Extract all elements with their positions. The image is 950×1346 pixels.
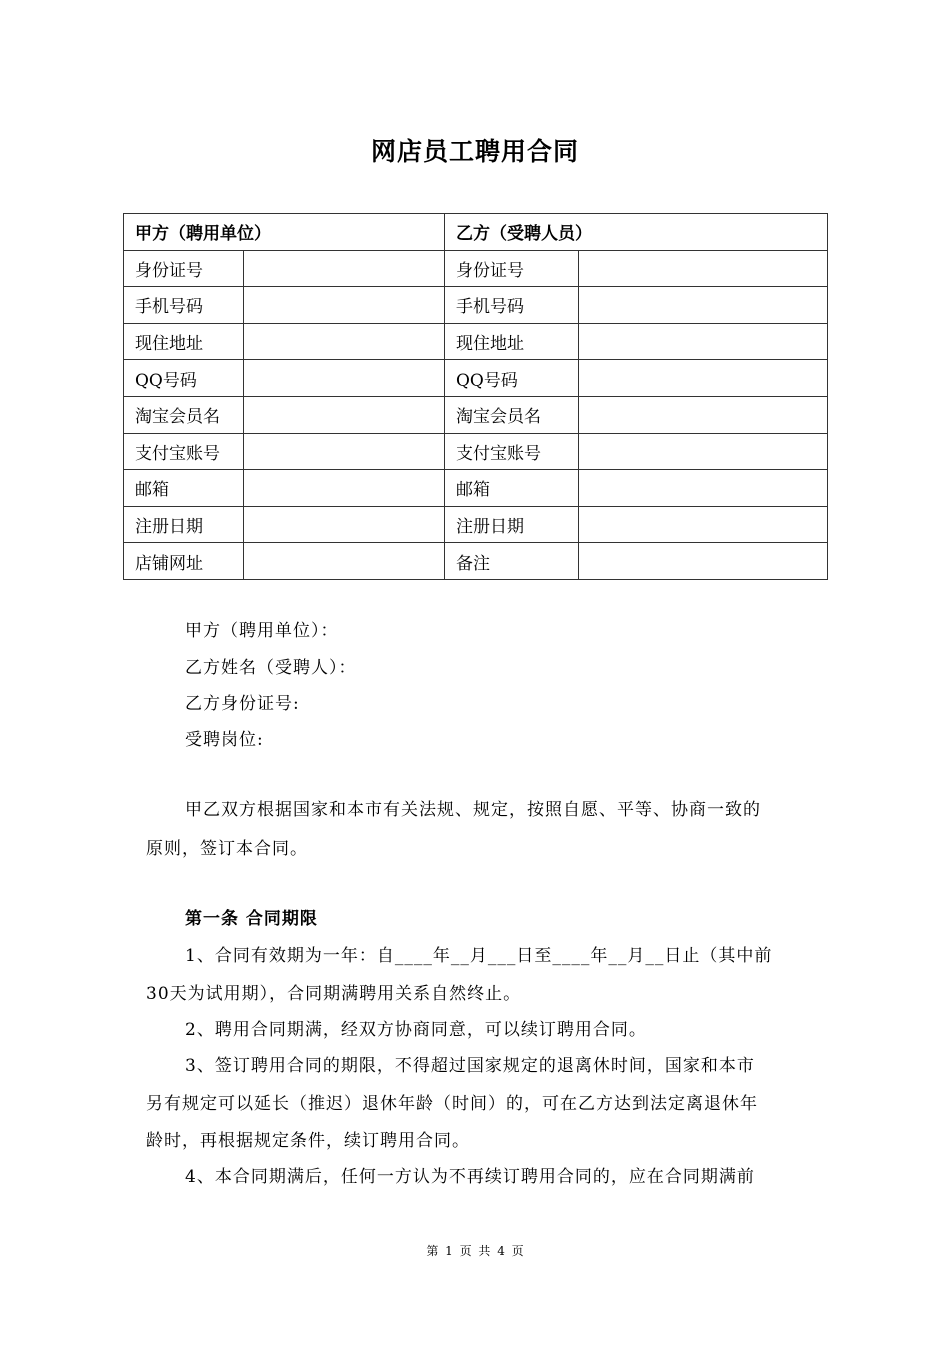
party-b-value[interactable] — [579, 287, 828, 324]
party-a-label: 身份证号 — [124, 250, 244, 287]
position-line: 受聘岗位: — [185, 730, 264, 750]
party-b-label: 备注 — [445, 543, 579, 580]
party-a-value[interactable] — [244, 396, 445, 433]
party-b-value[interactable] — [579, 506, 828, 543]
party-b-label: 现住地址 — [445, 323, 579, 360]
party-b-value[interactable] — [579, 470, 828, 507]
clause-line: 另有规定可以延长（推迟）退休年龄（时间）的，可在乙方达到法定离退休年 — [146, 1094, 758, 1114]
party-a-value[interactable] — [244, 506, 445, 543]
party-b-header: 乙方（受聘人员） — [445, 214, 828, 251]
clause-line: 1、合同有效期为一年：自____年__月___日至____年__月__日止（其中前 — [185, 946, 773, 966]
table-row — [124, 543, 828, 580]
party-a-value[interactable] — [244, 543, 445, 580]
party-a-value[interactable] — [244, 470, 445, 507]
party-b-label: 手机号码 — [445, 287, 579, 324]
party-b-value[interactable] — [579, 433, 828, 470]
party-a-value[interactable] — [244, 287, 445, 324]
clause-line: 3、签订聘用合同的期限，不得超过国家规定的退离休时间，国家和本市 — [185, 1056, 755, 1076]
party-a-value[interactable] — [244, 360, 445, 397]
party-b-label: 淘宝会员名 — [445, 396, 579, 433]
party-a-label: 现住地址 — [124, 323, 244, 360]
clause-line: 龄时，再根据规定条件，续订聘用合同。 — [146, 1131, 470, 1151]
party-b-value[interactable] — [579, 396, 828, 433]
party-b-label: 身份证号 — [445, 250, 579, 287]
party-a-label: 手机号码 — [124, 287, 244, 324]
table-row — [124, 433, 828, 470]
document-title: 网店员工聘用合同 — [370, 137, 579, 166]
table-header-row — [124, 214, 828, 251]
table-row — [124, 396, 828, 433]
table-row — [124, 287, 828, 324]
clause-line: 30天为试用期），合同期满聘用关系自然终止。 — [146, 984, 522, 1004]
preamble-line: 原则，签订本合同。 — [146, 839, 308, 859]
party-a-label: 淘宝会员名 — [124, 396, 244, 433]
table-row — [124, 323, 828, 360]
party-a-label: QQ号码 — [124, 360, 244, 397]
table-row — [124, 506, 828, 543]
party-b-label: QQ号码 — [445, 360, 579, 397]
party-b-value[interactable] — [579, 250, 828, 287]
party-a-line: 甲方（聘用单位）： — [185, 621, 339, 641]
table-row — [124, 470, 828, 507]
party-info-table — [123, 213, 828, 580]
article-heading: 第一条 合同期限 — [185, 909, 318, 929]
party-a-header: 甲方（聘用单位） — [124, 214, 445, 251]
party-a-value[interactable] — [244, 433, 445, 470]
party-b-name-line: 乙方姓名（受聘人）： — [185, 658, 357, 678]
table-row — [124, 250, 828, 287]
party-a-label: 支付宝账号 — [124, 433, 244, 470]
party-b-label: 注册日期 — [445, 506, 579, 543]
party-a-value[interactable] — [244, 323, 445, 360]
preamble-line: 甲乙双方根据国家和本市有关法规、规定，按照自愿、平等、协商一致的 — [185, 800, 761, 820]
party-b-id-line: 乙方身份证号: — [185, 694, 300, 714]
party-a-label: 注册日期 — [124, 506, 244, 543]
party-b-value[interactable] — [579, 543, 828, 580]
party-b-label: 支付宝账号 — [445, 433, 579, 470]
table-row — [124, 360, 828, 397]
party-a-label: 邮箱 — [124, 470, 244, 507]
party-b-label: 邮箱 — [445, 470, 579, 507]
party-b-value[interactable] — [579, 323, 828, 360]
party-b-value[interactable] — [579, 360, 828, 397]
clause-line: 2、聘用合同期满，经双方协商同意，可以续订聘用合同。 — [185, 1020, 647, 1040]
party-a-value[interactable] — [244, 250, 445, 287]
clause-line: 4、本合同期满后，任何一方认为不再续订聘用合同的，应在合同期满前 — [185, 1167, 755, 1187]
party-a-label: 店铺网址 — [124, 543, 244, 580]
page-footer: 第 1 页 共 4 页 — [426, 1244, 524, 1258]
